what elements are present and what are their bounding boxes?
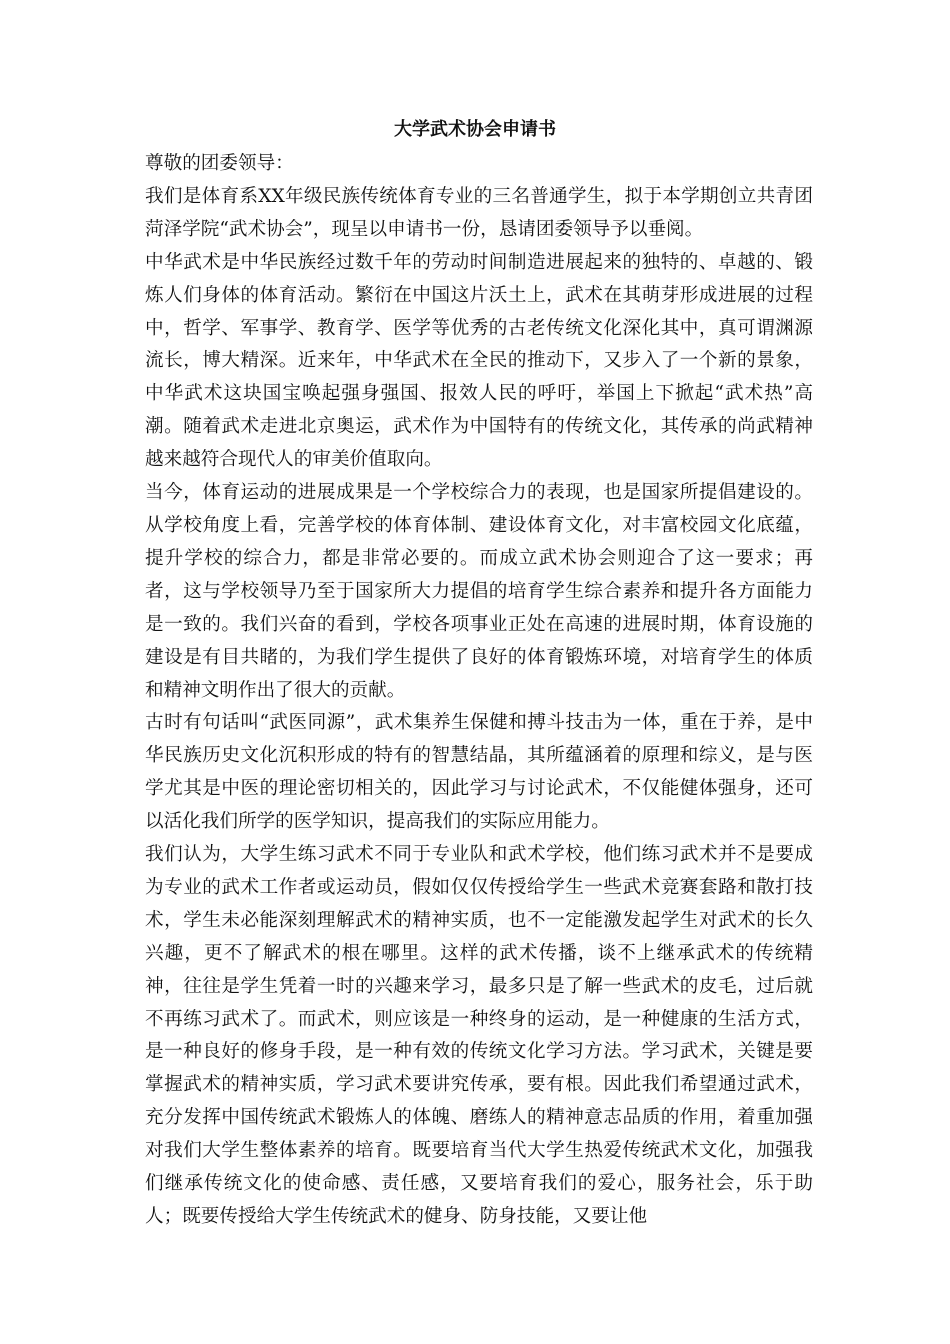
salutation: 尊敬的团委领导：	[145, 153, 294, 174]
paragraph-wushu-medicine: 古时有句话叫“武医同源”，武术集养生保健和搏斗技击为一体，重在于养，是中华民族历史文化沉积形成的特有的智慧结晶，其所蕴涵着的原理和综义，是与医学尤其是中医的理论密切相关的，因此学习与讨论武术，不仅能健体强身，还可以活化我们所学的医学知识，提高我们的实际应用能力。	[145, 712, 813, 833]
paragraph-school-sports: 当今，体育运动的进展成果是一个学校综合力的表现，也是国家所提倡建设的。从学校角度上看，完善学校的体育体制、建设体育文化，对丰富校园文化底蕴，提升学校的综合力，都是非常必要的。而成立武术协会则迎合了这一要求；再者，这与学校领导乃至于国家所大力提倡的培育学生综合素养和提升各方面能力是一致的。我们兴奋的看到，学校各项事业正处在高速的进展时期，体育设施的建设是有目共睹的，为我们学生提供了良好的体育锻炼环境，对培育学生的体质和精神文明作出了很大的贡献。	[145, 482, 813, 701]
paragraph-wushu-history: 中华武术是中华民族经过数千年的劳动时间制造进展起来的独特的、卓越的、锻炼人们身体的体育活动。繁衍在中国这片沃土上，武术在其萌芽形成进展的过程中，哲学、军事学、教育学、医学等优秀的古老传统文化深化其中，真可谓渊源流长，博大精深。近来年，中华武术在全民的推动下，又步入了一个新的景象，中华武术这块国宝唤起强身强国、报效人民的呼吁，举国上下掀起“武术热”高潮。随着武术走进北京奥运，武术作为中国特有的传统文化，其传承的尚武精神越来越符合现代人的审美价值取向。	[145, 251, 813, 471]
document-title: 大学武术协会申请书	[394, 119, 556, 140]
document-body	[145, 148, 813, 1234]
paragraph-student-practice: 我们认为，大学生练习武术不同于专业队和武术学校，他们练习武术并不是要成为专业的武术工作者或运动员，假如仅仅传授给学生一些武术竞赛套路和散打技术，学生未必能深刻理解武术的精神实质，也不一定能激发起学生对武术的长久兴趣，更不了解武术的根在哪里。这样的武术传播，谈不上继承武术的传统精神，往往是学生凭着一时的兴趣来学习，最多只是了解一些武术的皮毛，过后就不再练习武术了。而武术，则应该是一种终身的运动，是一种健康的生活方式，是一种良好的修身手段，是一种有效的传统文化学习方法。学习武术，关键是要掌握武术的精神实质，学习武术要讲究传承，要有根。因此我们希望通过武术，充分发挥中国传统武术锻炼人的体魄、磨练人的精神意志品质的作用，着重加强对我们大学生整体素养的培育。既要培育当代大学生热爱传统武术文化，加强我们继承传统文化的使命感、责任感，又要培育我们的爱心，服务社会，乐于助人；既要传授给大学生传统武术的健身、防身技能，又要让他	[145, 844, 813, 1227]
paragraph-introduction: 我们是体育系XX年级民族传统体育专业的三名普通学生，拟于本学期创立共青团菏泽学院“武术协会”，现呈以申请书一份，恳请团委领导予以垂阅。	[145, 185, 813, 240]
